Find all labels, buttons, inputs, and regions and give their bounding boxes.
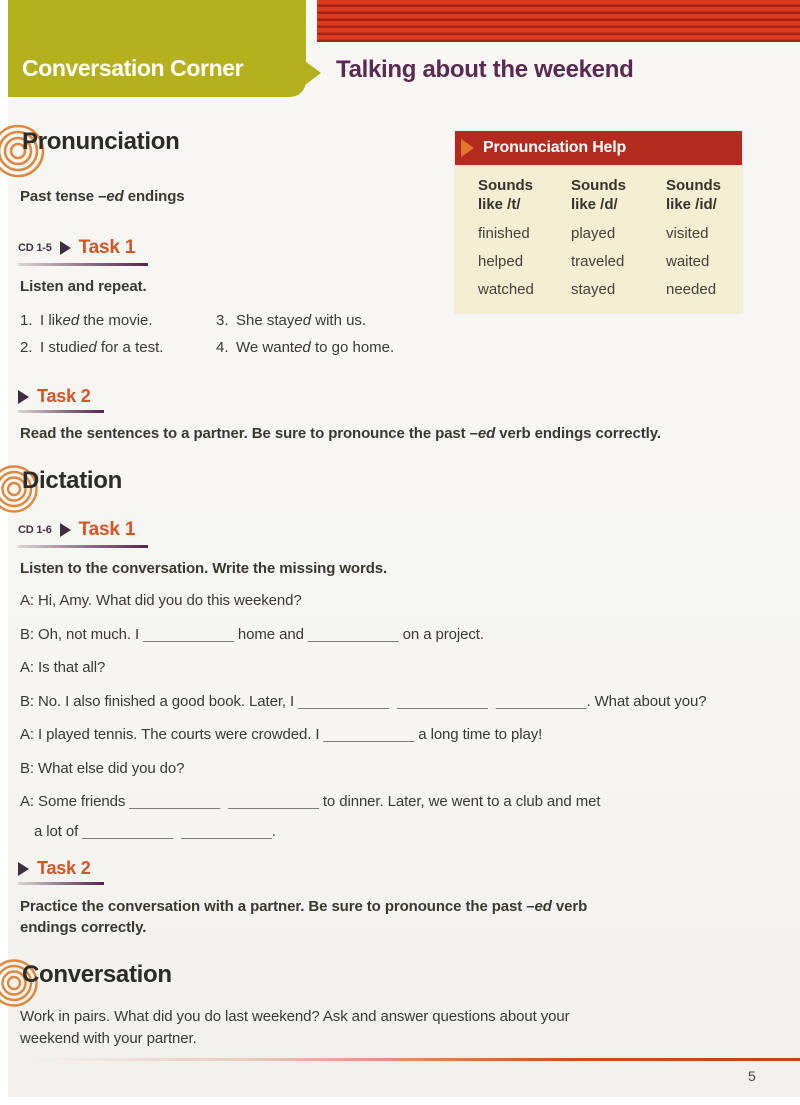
- task-underline: [18, 545, 148, 548]
- task-label: Task 2: [37, 386, 91, 406]
- dialogue-speaker: A:: [20, 592, 39, 609]
- play-triangle-icon: [60, 241, 71, 255]
- fill-in-blank: ___________: [495, 692, 587, 710]
- table-cell: visited: [666, 225, 709, 242]
- fill-in-blank: ___________: [143, 625, 234, 643]
- fill-in-blank: ___________: [307, 625, 399, 643]
- table-cell: finished: [478, 225, 530, 242]
- task-label: Task 2: [37, 858, 91, 878]
- unit-badge: [8, 0, 306, 97]
- play-triangle-icon: [18, 862, 29, 876]
- task-header-dict-task2: [18, 858, 91, 879]
- task-label: Task 1: [78, 519, 136, 540]
- cd-track-label: CD 1-5: [18, 242, 52, 254]
- dialogue-line: B: Oh, not much. I ___________ home and ___________ on a project.: [20, 625, 484, 643]
- table-cell: played: [571, 225, 616, 242]
- fill-in-blank: ___________: [397, 692, 488, 710]
- subtitle-pre: Past tense: [20, 188, 99, 205]
- cd-track-label: CD 1-6: [18, 524, 52, 536]
- subtitle-em: –ed: [98, 188, 124, 205]
- page-number: 5: [748, 1068, 756, 1084]
- column-header: Sounds like /id/: [666, 177, 721, 213]
- sentence-number: 4.: [216, 339, 229, 356]
- sentence-number: 3.: [216, 312, 229, 329]
- task-label: Task 1: [78, 237, 136, 258]
- dialogue-line: B: No. I also finished a good book. Later, I ___________ ___________ ___________. What about you?: [20, 692, 707, 710]
- pronunciation-subtitle: [20, 188, 185, 205]
- table-cell: waited: [666, 253, 710, 270]
- dialogue-line: A: Is that all?: [20, 659, 106, 676]
- practice-sentences: [20, 307, 394, 361]
- task-instruction: Practice the conversation with a partner. Be sure to pronounce the past –ed verb endings correctly.: [20, 898, 588, 936]
- section-heading-pronunciation: Pronunciation: [22, 128, 180, 155]
- dialogue-speaker: B:: [20, 625, 39, 643]
- play-triangle-icon: [60, 523, 71, 537]
- header-stripes-decoration: [317, 0, 800, 42]
- subtitle-post: endings: [123, 188, 185, 205]
- pronunciation-help-box: [455, 131, 742, 313]
- pronunciation-help-title: Pronunciation Help: [483, 139, 627, 156]
- task-underline: [18, 882, 104, 885]
- pronunciation-help-header: [455, 131, 742, 165]
- dialogue-speaker: B:: [20, 692, 39, 710]
- dialogue-line-continuation: a lot of ___________ ___________.: [34, 822, 276, 840]
- sentence-number: 2.: [20, 339, 33, 356]
- section-heading-dictation: Dictation: [22, 467, 122, 494]
- task-header-dict-task1: [18, 519, 135, 541]
- column-header: Sounds like /t/: [478, 177, 533, 213]
- sentence-number: 1.: [20, 312, 33, 329]
- section-heading-conversation: Conversation: [22, 961, 172, 988]
- footer-rule: [30, 1058, 800, 1061]
- triangle-icon: [461, 139, 474, 157]
- fill-in-blank: ___________: [181, 822, 272, 840]
- task-underline: [18, 263, 148, 266]
- sentence-item: 2. I studied for a test.: [20, 334, 216, 361]
- table-cell: needed: [666, 281, 717, 298]
- dialogue-line: A: Hi, Amy. What did you do this weekend?: [20, 592, 302, 609]
- page-title: Talking about the weekend: [336, 56, 634, 83]
- fill-in-blank: ___________: [82, 822, 173, 840]
- dialogue-line: A: I played tennis. The courts were crowded. I ___________ a long time to play!: [20, 726, 543, 743]
- column-header: Sounds like /d/: [571, 177, 626, 213]
- dialogue-speaker: A:: [20, 726, 39, 743]
- sentence-item: 4. We wanted to go home.: [216, 334, 394, 361]
- table-cell: stayed: [571, 281, 616, 298]
- play-triangle-icon: [18, 390, 29, 404]
- dictation-dialogue: [20, 592, 775, 856]
- fill-in-blank: ___________: [228, 793, 319, 810]
- sentence-item: 3. She stayed with us.: [216, 307, 394, 334]
- dialogue-speaker: A:: [20, 659, 39, 676]
- task-instruction: Read the sentences to a partner. Be sure to pronounce the past –ed verb endings correctly.: [20, 425, 661, 442]
- sentence-item: 1. I liked the movie.: [20, 307, 216, 334]
- fill-in-blank: ___________: [129, 793, 220, 810]
- fill-in-blank: ___________: [298, 692, 389, 710]
- conversation-instruction: Work in pairs. What did you do last weekend? Ask and answer questions about your weekend with your partner.: [20, 1008, 570, 1047]
- table-cell: traveled: [571, 253, 625, 270]
- pronunciation-help-table: [455, 165, 742, 313]
- task-instruction: Listen to the conversation. Write the missing words.: [20, 560, 388, 577]
- fill-in-blank: ___________: [323, 726, 415, 743]
- table-cell: watched: [478, 281, 534, 298]
- dialogue-speaker: A:: [20, 793, 39, 810]
- task-header-pron-task2: [18, 386, 91, 407]
- badge-arrow-icon: [305, 61, 321, 85]
- dialogue-speaker: B:: [20, 759, 39, 777]
- task-header-pron-task1: [18, 237, 135, 259]
- unit-badge-label: Conversation Corner: [22, 55, 244, 81]
- dialogue-line: A: Some friends ___________ ___________ to dinner. Later, we went to a club and met: [20, 793, 601, 810]
- task-underline: [18, 410, 104, 413]
- table-cell: helped: [478, 253, 524, 270]
- dialogue-line: B: What else did you do?: [20, 759, 185, 777]
- task-instruction: Listen and repeat.: [20, 278, 147, 295]
